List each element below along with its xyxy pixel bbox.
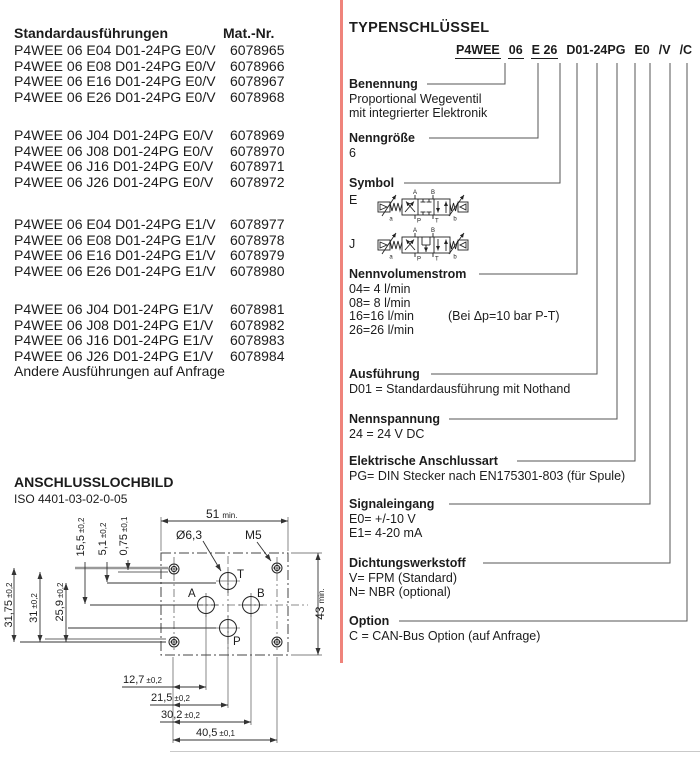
bottom-extension-lines (173, 614, 277, 743)
section-text: E1= 4-20 mA (349, 525, 423, 540)
code-segment-v: /V (658, 43, 671, 57)
section-benennung (349, 77, 659, 120)
section-label: Nennvolumenstrom (349, 267, 467, 281)
code-segment-c: /C (679, 43, 693, 57)
section-text: Proportional Wegeventil (349, 92, 482, 106)
matnr-column-header: Mat.-Nr. (223, 25, 275, 41)
symbol-letter-j: J (349, 237, 356, 251)
hole-pattern-standard: ISO 4401-03-02-0-05 (14, 492, 128, 506)
part-code: P4WEE 06 J04 D01-24PG E1/V (14, 301, 214, 317)
section-option (349, 614, 659, 644)
dim-15-5: 15,5±0,2 (75, 517, 87, 557)
section-text: D01 = Standardausführung mit Nothand (349, 382, 571, 396)
part-code: P4WEE 06 J04 D01-24PG E0/V (14, 127, 214, 143)
dim-51: 51 (206, 507, 220, 521)
port-label-t: T (237, 569, 245, 581)
section-label: Ausführung (349, 367, 420, 381)
mat-nr: 6078981 (230, 301, 285, 317)
section-nenngroesse (349, 131, 659, 161)
dim-43: 43 (313, 606, 327, 620)
valve-symbol-e-icon (377, 188, 469, 223)
section-text: V= FPM (Standard) (349, 571, 458, 585)
section-text: E0= +/-10 V (349, 512, 416, 526)
actuator-label-b: b (453, 216, 457, 223)
port-label-b-top: B (430, 190, 436, 196)
section-label: Nennspannung (349, 412, 440, 426)
mat-nr: 6078979 (230, 247, 285, 263)
section-label: Option (349, 614, 390, 628)
part-code: P4WEE 06 E04 D01-24PG E0/V (14, 42, 216, 58)
section-ausfuehrung (349, 367, 659, 397)
dim-12-7: 12,7 ±0,2 (123, 674, 162, 686)
section-nennspannung (349, 412, 659, 442)
code-segment-e26: E 26 (531, 43, 558, 57)
mat-nr: 6078972 (230, 173, 285, 190)
type-code (455, 43, 693, 59)
section-label: Signaleingang (349, 497, 435, 511)
section-text: N= NBR (optional) (349, 584, 451, 599)
dim-51-suffix: min. (222, 511, 238, 520)
other-versions-note: Andere Ausführungen auf Anfrage (14, 363, 225, 379)
hole-callouts (176, 528, 271, 571)
mat-nr: 6078969 (230, 127, 285, 143)
section-text: 26=26 l/min (349, 322, 414, 337)
part-code: P4WEE 06 E26 D01-24PG E1/V (14, 262, 216, 279)
actuator-label-b: b (453, 254, 457, 261)
port-label-a-top: A (412, 190, 418, 196)
section-label: Elektrische Anschlussart (349, 454, 498, 468)
section-label: Benennung (349, 77, 418, 91)
actuator-label-a: a (389, 254, 393, 261)
code-segment-d01-24pg: D01-24PG (566, 43, 626, 57)
port-label-a-top: A (412, 228, 418, 234)
hole-pattern-drawing (0, 500, 340, 760)
part-code: P4WEE 06 E26 D01-24PG E0/V (14, 88, 216, 105)
part-code: P4WEE 06 E08 D01-24PG E1/V (14, 231, 216, 248)
mat-nr: 6078978 (230, 231, 285, 248)
section-text: 6 (349, 146, 356, 160)
section-dichtungswerkstoff (349, 556, 659, 599)
mat-nr: 6078983 (230, 332, 285, 348)
section-nennvolumenstrom (349, 267, 659, 337)
port-label-b: B (257, 588, 265, 600)
height-dimension (291, 553, 327, 655)
hole-pattern-title: ANSCHLUSSLOCHBILD (14, 474, 174, 490)
section-text: 08= 8 l/min (349, 295, 411, 310)
mat-nr: 6078982 (230, 316, 285, 333)
page-edge-line (170, 751, 700, 752)
port-hole-crosses (194, 569, 263, 640)
dim-0-75: 0,75±0,1 (118, 516, 130, 556)
port-label-t: T (435, 218, 439, 223)
section-text (349, 310, 659, 324)
section-text: mit integrierter Elektronik (349, 105, 488, 120)
mat-nr: 6078970 (230, 142, 285, 159)
port-label-p: P (233, 636, 241, 648)
port-label-t: T (435, 256, 439, 261)
reference-lines (20, 568, 216, 642)
part-code: P4WEE 06 E16 D01-24PG E0/V (14, 73, 216, 89)
mat-nr: 6078967 (230, 73, 285, 89)
dim-25-9: 25,9±0,2 (54, 582, 66, 622)
part-code: P4WEE 06 E04 D01-24PG E1/V (14, 216, 216, 232)
dim-thread: M5 (245, 528, 262, 542)
standard-versions-title: Standardausführungen (14, 25, 169, 41)
mat-nr: 6078977 (230, 216, 285, 232)
dim-30-2: 30,2 ±0,2 (161, 709, 200, 721)
port-label-a: A (188, 588, 196, 600)
dim-21-5: 21,5 ±0,2 (151, 692, 190, 704)
valve-symbol-j-icon (377, 226, 469, 261)
part-code: P4WEE 06 J26 D01-24PG E1/V (14, 347, 214, 364)
dim-31: 31±0,2 (28, 593, 40, 623)
section-text: 04= 4 l/min (349, 282, 411, 296)
mat-nr: 6078966 (230, 57, 285, 74)
port-holes (198, 573, 260, 637)
section-anschlussart (349, 454, 659, 484)
part-code: P4WEE 06 J26 D01-24PG E0/V (14, 173, 214, 190)
mat-nr: 6078971 (230, 158, 285, 174)
dim-43-suffix: min. (317, 588, 326, 604)
mat-nr: 6078965 (230, 42, 285, 58)
section-signaleingang (349, 497, 659, 540)
valve-footprint-outline (161, 553, 288, 655)
section-label: Nenngröße (349, 131, 415, 145)
actuator-label-a: a (389, 216, 393, 223)
type-key-title: TYPENSCHLÜSSEL (349, 20, 490, 36)
part-code: P4WEE 06 E16 D01-24PG E1/V (14, 247, 216, 263)
dim-40-5: 40,5 ±0,1 (196, 727, 235, 739)
dim-5-1: 5,1±0,2 (97, 522, 109, 556)
svg-text:43min. (313, 588, 327, 619)
port-label-p: P (417, 218, 422, 223)
mat-nr: 6078968 (230, 88, 285, 105)
part-code: P4WEE 06 J08 D01-24PG E1/V (14, 316, 214, 333)
port-label-p: P (417, 256, 422, 261)
section-label: Symbol (349, 176, 395, 190)
section-text: PG= DIN Stecker nach EN175301-803 (für Spule) (349, 469, 626, 483)
flow-16-text: 16=16 l/min (349, 309, 414, 323)
pressure-drop-note: (Bei Δp=10 bar P-T) (448, 309, 560, 323)
part-code: P4WEE 06 E08 D01-24PG E0/V (14, 57, 216, 74)
mat-nr: 6078984 (230, 347, 285, 364)
code-segment-p4wee: P4WEE (456, 43, 500, 57)
port-label-b-top: B (430, 228, 436, 234)
code-segment-e0: E0 (634, 43, 650, 57)
part-code: P4WEE 06 J16 D01-24PG E0/V (14, 158, 214, 174)
section-label: Dichtungswerkstoff (349, 556, 466, 570)
dim-hole-diameter: Ø6,3 (176, 528, 203, 542)
part-code: P4WEE 06 J08 D01-24PG E0/V (14, 142, 214, 159)
section-text: 24 = 24 V DC (349, 427, 425, 441)
part-code: P4WEE 06 J16 D01-24PG E1/V (14, 332, 214, 348)
svg-text:51min. (206, 507, 237, 521)
section-text: C = CAN-Bus Option (auf Anfrage) (349, 629, 541, 643)
symbol-letter-e: E (349, 193, 358, 207)
mat-nr: 6078980 (230, 262, 285, 279)
dim-31-75: 31,75±0,2 (3, 582, 15, 628)
code-segment-06: 06 (508, 43, 523, 57)
